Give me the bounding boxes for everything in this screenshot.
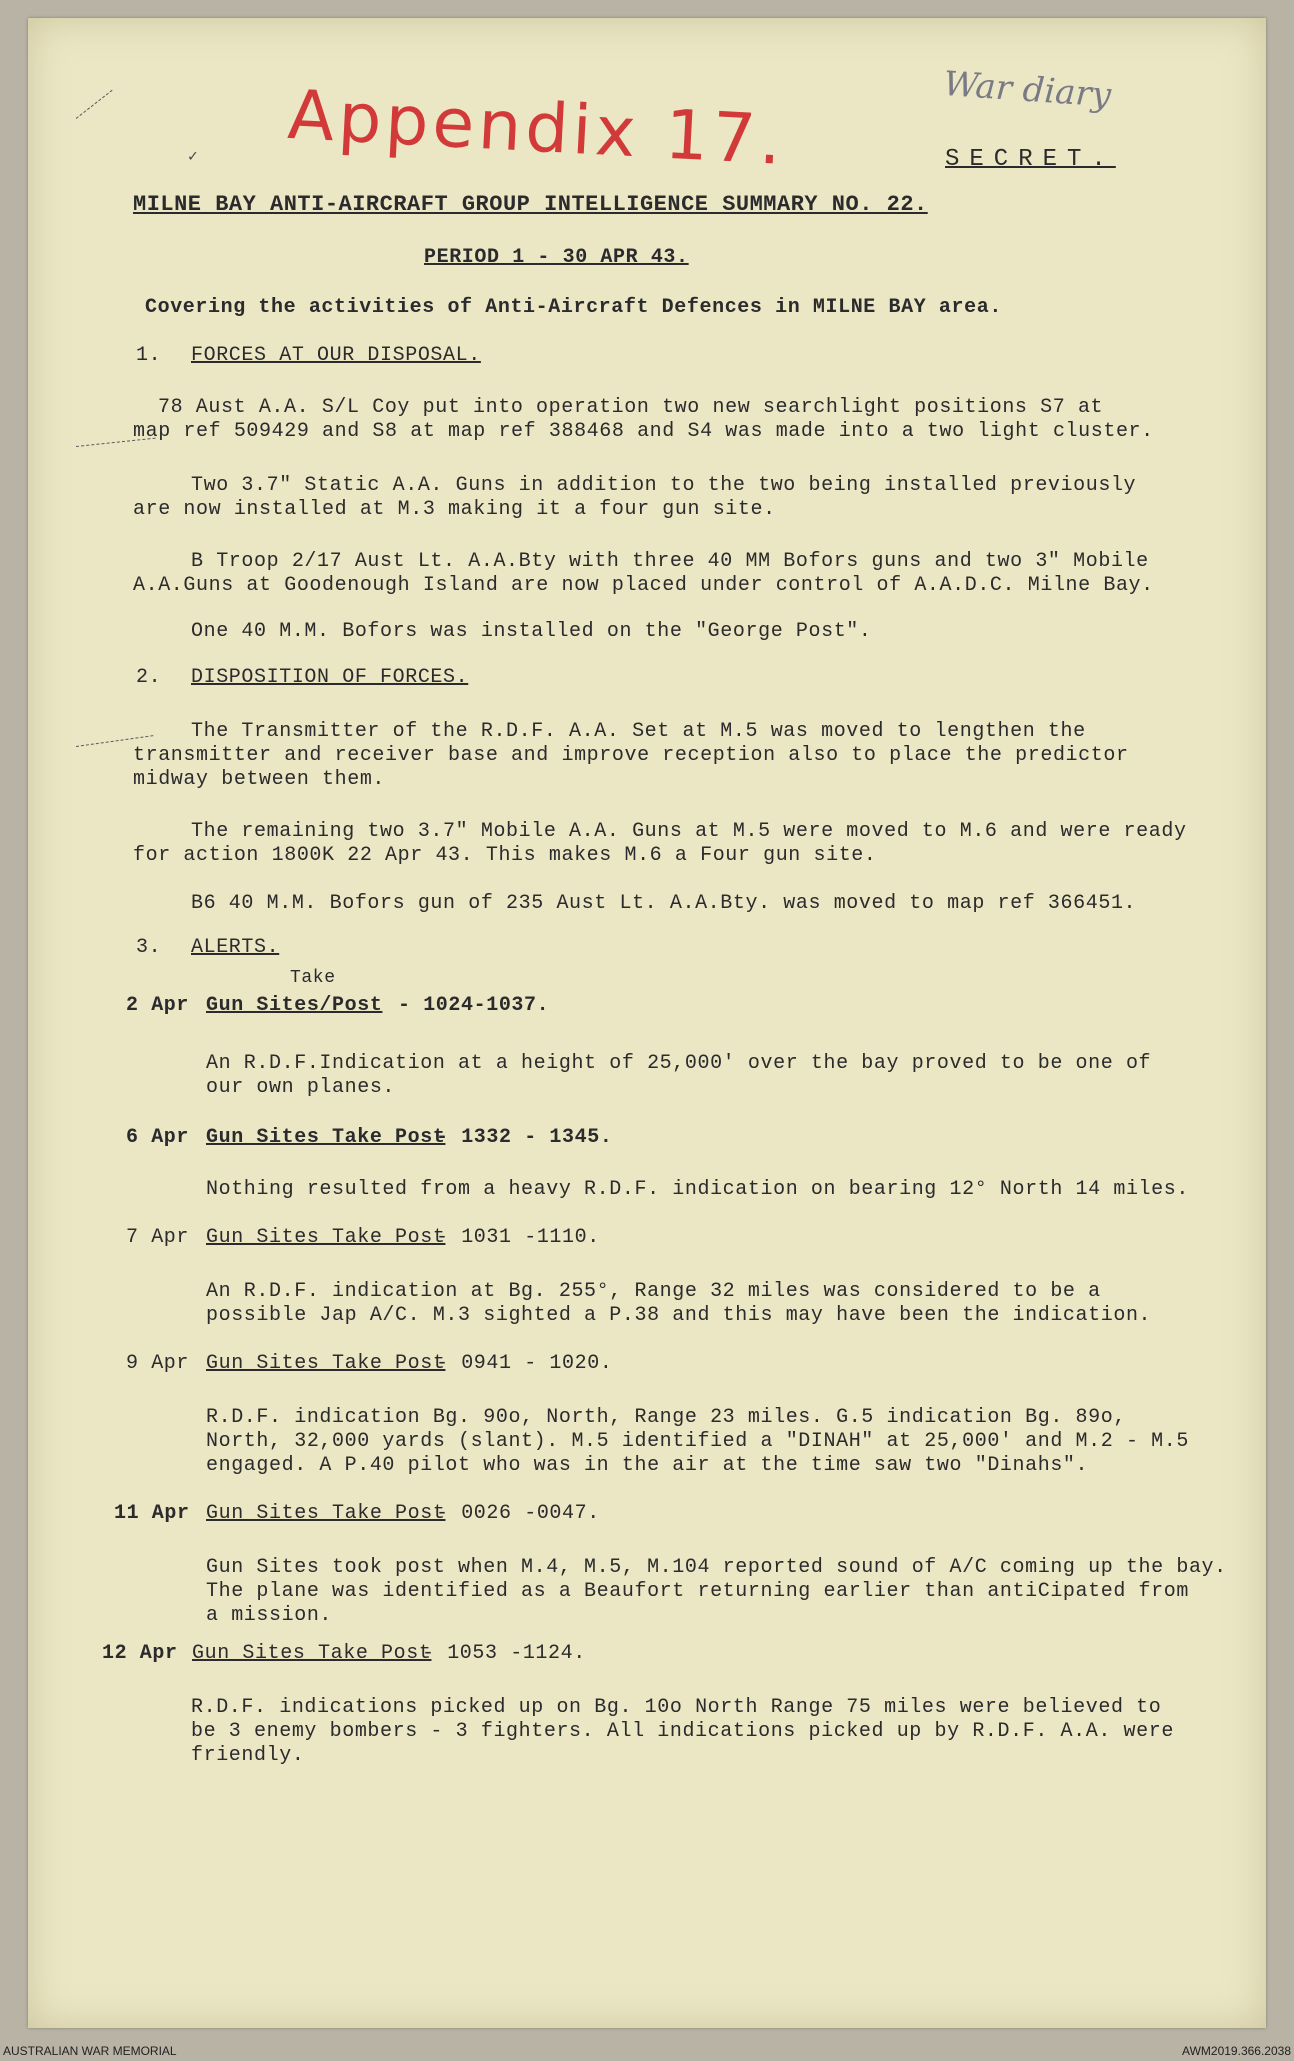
tick-mark: ✓ [188,148,198,166]
section-1-para-3-line-2: A.A.Guns at Goodenough Island are now placed under control of A.A.D.C. Milne Bay. [133,574,1154,597]
appendix-annotation: Appendix 17. [285,76,788,181]
section-1-para-1-line-1: 78 Aust A.A. S/L Coy put into operation two new searchlight positions S7 at [158,396,1104,419]
section-3-number: 3. [136,936,162,959]
section-1-para-4-line-1: One 40 M.M. Bofors was installed on the "George Post". [191,620,872,643]
alert-2-time: - 1332 - 1345. [436,1126,613,1149]
alert-6-body-line-3: friendly. [191,1744,305,1767]
alert-5-date: 11 Apr [114,1502,190,1525]
alert-4-date: 9 Apr [126,1352,190,1375]
period-label: PERIOD 1 - 30 APR 43. [424,246,689,269]
section-1-para-2-line-1: Two 3.7" Static A.A. Guns in addition to the two being installed previously [191,474,1137,497]
section-1-heading: FORCES AT OUR DISPOSAL. [191,344,481,367]
alert-6-post: Gun Sites Take Post [192,1642,432,1665]
alert-6-body-line-2: be 3 enemy bombers - 3 fighters. All indications picked up by R.D.F. A.A. were [191,1720,1174,1743]
alert-2-post: Gun Sites Take Post [206,1126,446,1149]
alert-3-body-line-1: An R.D.F. indication at Bg. 255°, Range 32 miles was considered to be a [206,1280,1101,1303]
alert-1-body-line-2: our own planes. [206,1076,396,1099]
alert-1-post: Gun Sites/Post [206,994,383,1017]
section-3-heading: ALERTS. [191,936,280,959]
alert-3-body-line-2: possible Jap A/C. M.3 sighted a P.38 and this may have been the indication. [206,1304,1152,1327]
alert-4-body-line-1: R.D.F. indication Bg. 90o, North, Range 23 miles. G.5 indication Bg. 89o, [206,1406,1126,1429]
alert-2-date: 6 Apr [126,1126,190,1149]
alert-6-date: 12 Apr [102,1642,178,1665]
section-1-para-3-line-1: B Troop 2/17 Aust Lt. A.A.Bty with three 40 MM Bofors guns and two 3" Mobile [191,550,1149,573]
document-page [28,18,1266,2028]
alert-4-body-line-3: engaged. A P.40 pilot who was in the air at the time saw two "Dinahs". [206,1454,1089,1477]
alert-1-body-line-1: An R.D.F.Indication at a height of 25,000' over the bay proved to be one of [206,1052,1152,1075]
alert-1-date: 2 Apr [126,994,190,1017]
section-2-heading: DISPOSITION OF FORCES. [191,666,469,689]
alert-5-body-line-3: a mission. [206,1604,333,1627]
section-1-number: 1. [136,344,162,367]
section-1-para-2-line-2: are now installed at M.3 making it a four gun site. [133,498,776,521]
section-1-para-1-line-2: map ref 509429 and S8 at map ref 388468 and S4 was made into a two light cluster. [133,420,1154,443]
alert-4-time: - 0941 - 1020. [436,1352,613,1375]
section-2-para-2-line-2: for action 1800K 22 Apr 43. This makes M.6 a Four gun site. [133,844,877,867]
alert-2-body-line-1: Nothing resulted from a heavy R.D.F. indication on bearing 12° North 14 miles. [206,1178,1189,1201]
section-2-para-1-line-1: The Transmitter of the R.D.F. A.A. Set at M.5 was moved to lengthen the [191,720,1086,743]
alert-5-body-line-2: The plane was identified as a Beaufort returning earlier than antiCipated from [206,1580,1189,1603]
section-2-para-1-line-2: transmitter and receiver base and improve reception also to place the predictor [133,744,1129,767]
alert-1-time: - 1024-1037. [398,994,550,1017]
alert-3-time: - 1031 -1110. [436,1226,600,1249]
alert-6-time: - 1053 -1124. [422,1642,586,1665]
intro-text: Covering the activities of Anti-Aircraft Defences in MILNE BAY area. [145,296,1002,319]
section-2-number: 2. [136,666,162,689]
handwritten-insert-take: Take [290,968,336,988]
pencil-mark [76,90,113,119]
classification-label: SECRET. [945,146,1116,173]
alert-3-post: Gun Sites Take Post [206,1226,446,1249]
alert-4-post: Gun Sites Take Post [206,1352,446,1375]
alert-3-date: 7 Apr [126,1226,190,1249]
section-2-para-3-line-1: B6 40 M.M. Bofors gun of 235 Aust Lt. A.A.Bty. was moved to map ref 366451. [191,892,1137,915]
document-title: MILNE BAY ANTI-AIRCRAFT GROUP INTELLIGENCE SUMMARY NO. 22. [133,192,928,217]
section-2-para-1-line-3: midway between them. [133,768,386,791]
alert-6-body-line-1: R.D.F. indications picked up on Bg. 10o North Range 75 miles were believed to [191,1696,1162,1719]
alert-5-body-line-1: Gun Sites took post when M.4, M.5, M.104 reported sound of A/C coming up the bay. [206,1556,1227,1579]
section-2-para-2-line-1: The remaining two 3.7" Mobile A.A. Guns at M.5 were moved to M.6 and were ready [191,820,1187,843]
footer-reference: AWM2019.366.2038 [1182,2044,1291,2058]
footer-institution: AUSTRALIAN WAR MEMORIAL [3,2044,177,2058]
alert-5-time: - 0026 -0047. [436,1502,600,1525]
alert-5-post: Gun Sites Take Post [206,1502,446,1525]
alert-4-body-line-2: North, 32,000 yards (slant). M.5 identified a "DINAH" at 25,000' and M.2 - M.5 [206,1430,1189,1453]
war-diary-annotation: War diary [942,64,1113,116]
